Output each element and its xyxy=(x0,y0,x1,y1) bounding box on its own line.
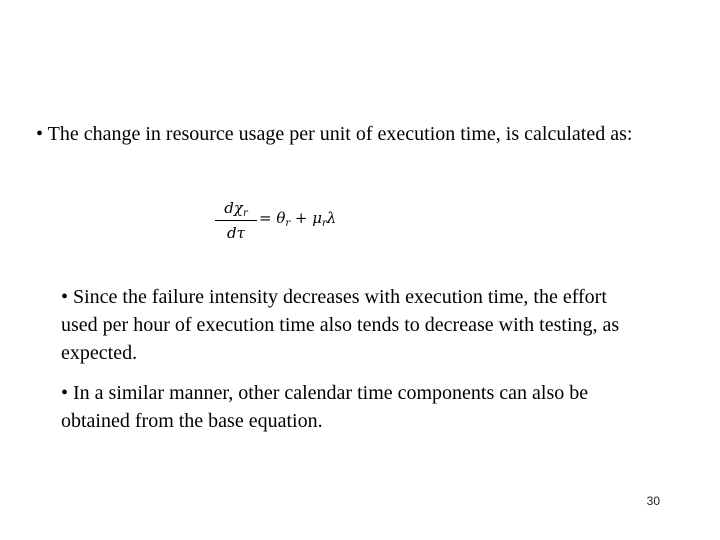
rhs-theta-subscript: r xyxy=(285,218,291,229)
rhs-lambda: λ xyxy=(326,209,337,227)
rhs-plus-mu: + μ xyxy=(290,209,323,227)
numerator-subscript: r xyxy=(242,208,248,219)
equation-denominator: dτ xyxy=(227,224,245,242)
main-bullet-text: • The change in resource usage per unit of execution time, is calculated as: xyxy=(36,123,633,145)
equation-fraction xyxy=(215,198,257,243)
numerator-text: dχ xyxy=(224,199,243,217)
rhs-theta: = θ xyxy=(259,209,286,227)
equation-right-hand-side xyxy=(259,209,336,229)
resource-usage-equation xyxy=(215,198,375,252)
equation-numerator xyxy=(215,198,257,218)
rhs-mu-subscript: r xyxy=(322,218,327,229)
fraction-bar xyxy=(215,220,257,221)
sub-bullet-list xyxy=(61,283,641,447)
sub-bullet-item: • Since the failure intensity decreases with execution time, the effort used per hour of execution time also tends to decrease with testing, as expected. xyxy=(61,286,620,364)
page-number: 30 xyxy=(646,494,660,508)
sub-bullet-item: • In a similar manner, other calendar time components can also be obtained from the base equation. xyxy=(61,382,589,432)
